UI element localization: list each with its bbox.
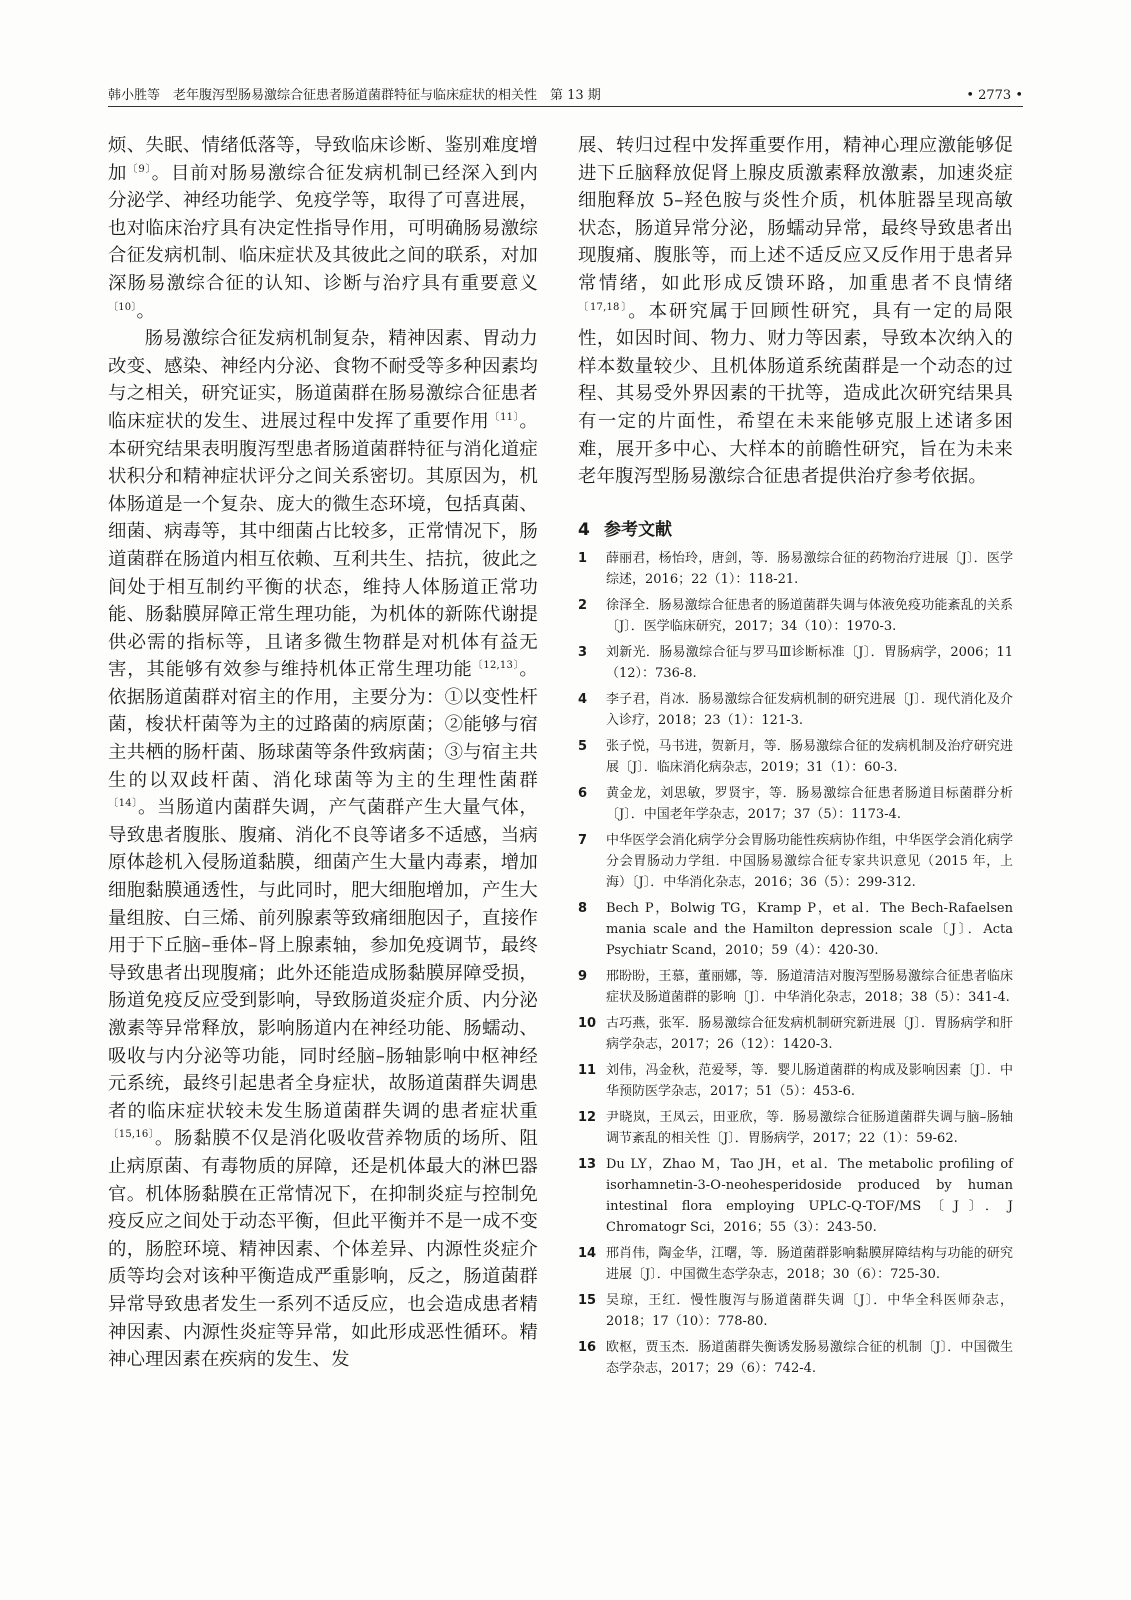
paragraph-text: 。肠黏膜不仅是消化吸收营养物质的场所、阻止病原菌、有毒物质的屏障，还是机体最大的淋巴器官。机体肠黏膜在正常情况下，在抑制炎症与控制免疫反应之间处于动态平衡，但此平衡并不是一成不变的，肠腔环境、精神因素、个体差异、内源性炎症介质等均会对该种平衡造成严重影响，反之，肠道菌群异常导致患者发生一系列不适反应，也会造成患者精神因素、内源性炎症等异常，如此形成恶性循环。精神心理因素在疾病的发生、发 [108,1128,538,1371]
reference-item [578,642,1013,684]
left-column [108,132,538,1374]
running-header [108,82,1023,107]
paragraph-text: 展、转归过程中发挥重要作用，精神心理应激能够促进下丘脑释放促肾上腺皮质激素释放激素，加速炎症细胞释放 5–羟色胺与炎性介质，机体脏器呈现高敏状态，肠道异常分泌，肠蠕动异常，最终导致患者出现腹痛、腹胀等，而上述不适反应又反作用于患者异常情绪，如此形成反馈环路，加重患者不良情绪 [578,135,1013,294]
reference-number: 15 [578,1292,597,1308]
reference-text: 古巧燕，张军．肠易激综合征发病机制研究新进展〔J〕．胃肠病学和肝病学杂志，2017；26（12）：1420-3. [606,1015,1013,1052]
citation-marker: 〔15,16〕 [108,1129,155,1141]
reference-text: 中华医学会消化病学分会胃肠功能性疾病协作组，中华医学会消化病学分会胃肠动力学组．中国肠易激综合征专家共识意见（2015 年，上海）〔J〕．中华消化杂志，2016；36（5）：299-312. [606,832,1013,890]
reference-text: 薛丽君，杨怡玲，唐剑，等．肠易激综合征的药物治疗进展〔J〕．医学综述，2016；22（1）：118-21. [606,550,1013,587]
citation-marker: 〔12,13〕 [472,660,520,672]
reference-number: 8 [578,900,588,916]
reference-item [578,1290,1013,1332]
body-paragraph [578,132,1013,491]
reference-list [578,548,1013,1379]
reference-text: 张子悦，马书进，贺新月，等．肠易激综合征的发病机制及治疗研究进展〔J〕．临床消化病杂志，2019；31（1）：60-3. [606,738,1013,775]
paragraph-text: 。依据肠道菌群对宿主的作用，主要分为：①以变性杆菌，梭状杆菌等为主的过路菌的病原菌；②能够与宿主共栖的肠杆菌、肠球菌等条件致病菌；③与宿主共生的以双歧杆菌、消化球菌等为主的生理性菌群 [108,659,538,791]
reference-number: 3 [578,644,588,660]
reference-text: 邢盼盼，王慕，董丽娜，等．肠道清洁对腹泻型肠易激综合征患者临床症状及肠道菌群的影响〔J〕．中华消化杂志，2018；38（5）：341-4. [606,968,1013,1005]
reference-text: Bech P，Bolwig TG，Kramp P，et al．The Bech-Rafaelsen mania scale and the Hamilton depression scale〔J〕．Acta Psychiatr Scand，2010；59（4）：420-30. [606,900,1013,958]
reference-item [578,1243,1013,1285]
reference-number: 2 [578,597,588,613]
body-paragraph [108,325,538,1374]
reference-item [578,1060,1013,1102]
citation-marker: 〔14〕 [108,798,138,810]
right-column [578,132,1013,1384]
reference-number: 13 [578,1156,597,1172]
reference-item [578,1337,1013,1379]
page-number: • 2773 • [966,88,1023,103]
reference-text: 黄金龙，刘思敏，罗贤宇，等．肠易激综合征患者肠道目标菌群分析〔J〕．中国老年学杂志，2017；37（5）：1173-4. [606,785,1013,822]
paragraph-text: 烦、失眠、情绪低落等，导致临床诊断、鉴别难度增加 [108,135,538,184]
right-column-body [578,132,1013,491]
reference-item [578,783,1013,825]
citation-marker: 〔17,18〕 [578,301,629,313]
reference-text: Du LY，Zhao M，Tao JH，et al．The metabolic profiling of isorhamnetin-3-O-neohesperidoside produced by human intestinal flora employing UPLC-Q-TOF/MS〔J〕．J Chromatogr Sci，2016；55（3）：243-50. [606,1156,1013,1235]
reference-text: 刘伟，冯金秋，范爱琴，等．婴儿肠道菌群的构成及影响因素〔J〕．中华预防医学杂志，2017；51（5）：453-6. [606,1062,1013,1099]
reference-text: 刘新光．肠易激综合征与罗马Ⅲ诊断标准〔J〕．胃肠病学，2006；11（12）：736-8. [606,644,1013,681]
reference-text: 徐泽全．肠易激综合征患者的肠道菌群失调与体液免疫功能紊乱的关系〔J〕．医学临床研究，2017；34（10）：1970-3. [606,597,1013,634]
reference-item [578,966,1013,1008]
paragraph-text: 。 [136,300,156,322]
reference-item [578,1013,1013,1055]
reference-text: 吴琼，王红．慢性腹泻与肠道菌群失调〔J〕．中华全科医师杂志，2018；17（10）：778-80. [606,1292,1013,1329]
reference-item [578,1107,1013,1149]
reference-number: 14 [578,1245,597,1261]
reference-number: 9 [578,968,588,984]
reference-number: 12 [578,1109,597,1125]
paragraph-text: 。目前对肠易激综合征发病机制已经深入到内分泌学、神经功能学、免疫学等，取得了可喜进展，也对临床治疗具有决定性指导作用，可明确肠易激综合征发病机制、临床症状及其彼此之间的联系，对加深肠易激综合征的认知、诊断与治疗具有重要意义 [108,162,538,294]
paragraph-text: 。当肠道内菌群失调，产气菌群产生大量气体，导致患者腹胀、腹痛、消化不良等诸多不适感，当病原体趁机入侵肠道黏膜，细菌产生大量内毒素，增加细胞黏膜通透性，与此同时，肥大细胞增加，产生大量组胺、白三烯、前列腺素等致痛细胞因子，直接作用于下丘脑–垂体–肾上腺素轴，参加免疫调节，最终导致患者出现腹痛；此外还能造成肠黏膜屏障受损，肠道免疫反应受到影响，导致肠道炎症介质、内分泌激素等异常释放，影响肠道内在神经功能、肠蠕动、吸收与内分泌等功能，同时经脑–肠轴影响中枢神经元系统，最终引起患者全身症状，故肠道菌群失调患者的临床症状较未发生肠道菌群失调的患者症状重 [108,797,538,1122]
reference-number: 10 [578,1015,597,1031]
reference-item [578,1154,1013,1238]
paragraph-text: 。本研究结果表明腹泻型患者肠道菌群特征与消化道症状积分和精神症状评分之间关系密切。其原因为，机体肠道是一个复杂、庞大的微生态环境，包括真菌、细菌、病毒等，其中细菌占比较多，正常情况下，肠道菌群在肠道内相互依赖、互利共生、拮抗，彼此之间处于相互制约平衡的状态，维持人体肠道正常功能、肠黏膜屏障正常生理功能，为机体的新陈代谢提供必需的指标等，且诸多微生物群是对机体有益无害，其能够有效参与维持机体正常生理功能 [108,410,538,681]
header-title: 韩小胜等 老年腹泻型肠易激综合征患者肠道菌群特征与临床症状的相关性 第 13 期 [108,88,601,103]
reference-item [578,736,1013,778]
references-title: 参考文献 [604,519,672,540]
reference-number: 16 [578,1339,597,1355]
reference-text: 尹晓岚，王凤云，田亚欣，等．肠易激综合征肠道菌群失调与脑–肠轴调节紊乱的相关性〔J〕．胃肠病学，2017；22（1）：59-62. [606,1109,1013,1146]
reference-number: 7 [578,832,588,848]
reference-text: 李子君，肖冰．肠易激综合征发病机制的研究进展〔J〕．现代消化及介入诊疗，2018；23（1）：121-3. [606,691,1013,728]
reference-number: 4 [578,691,588,707]
body-paragraph [108,132,538,325]
reference-item [578,689,1013,731]
reference-item [578,595,1013,637]
reference-item [578,830,1013,893]
reference-number: 1 [578,550,588,566]
reference-text: 欧枢，贾玉杰．肠道菌群失衡诱发肠易激综合征的机制〔J〕．中国微生态学杂志，2017；29（6）：742-4. [606,1339,1013,1376]
reference-item [578,898,1013,961]
citation-marker: 〔11〕 [489,411,520,423]
references-section-number: 4 [578,519,590,540]
reference-item [578,548,1013,590]
paragraph-text: 肠易激综合征发病机制复杂，精神因素、胃动力改变、感染、神经内分泌、食物不耐受等多种因素均与之相关，研究证实，肠道菌群在肠易激综合征患者临床症状的发生、进展过程中发挥了重要作用 [108,328,538,432]
references-heading [578,515,1013,540]
reference-number: 5 [578,738,588,754]
reference-text: 邢肖伟，陶金华，江曙，等．肠道菌群影响黏膜屏障结构与功能的研究进展〔J〕．中国微生态学杂志，2018；30（6）：725-30. [606,1245,1013,1282]
reference-number: 6 [578,785,588,801]
citation-marker: 〔10〕 [108,301,137,313]
reference-number: 11 [578,1062,597,1078]
paragraph-text: 。本研究属于回顾性研究，具有一定的局限性，如因时间、物力、财力等因素，导致本次纳入的样本数量较少、且机体肠道系统菌群是一个动态的过程、其易受外界因素的干扰等，造成此次研究结果具有一定的片面性，希望在未来能够克服上述诸多困难，展开多中心、大样本的前瞻性研究，旨在为未来老年腹泻型肠易激综合征患者提供治疗参考依据。 [578,300,1013,488]
citation-marker: 〔9〕 [127,163,152,175]
